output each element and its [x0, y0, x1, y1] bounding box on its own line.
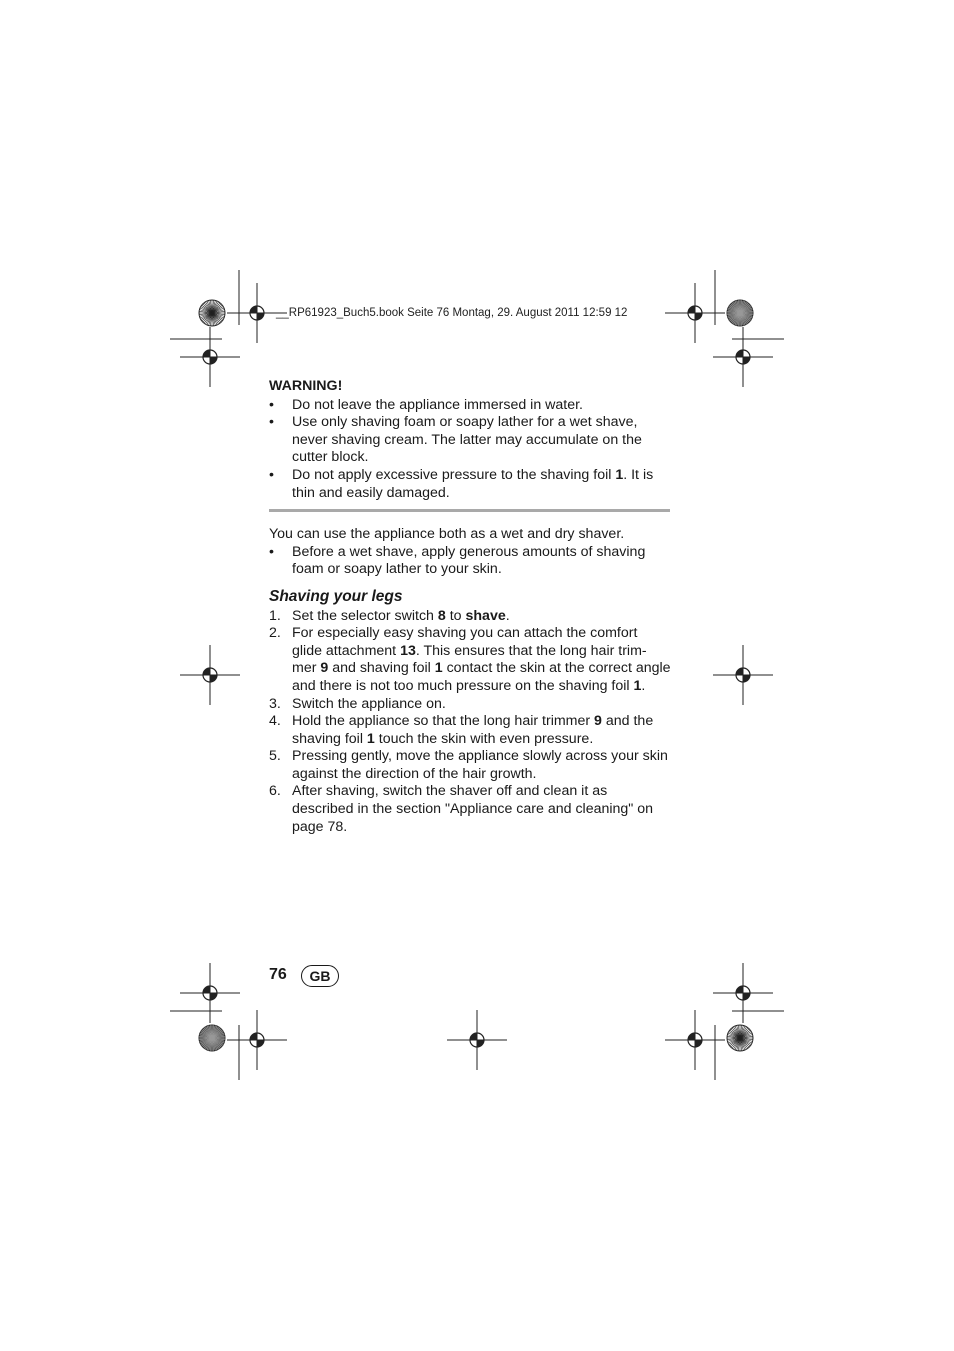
- page-number: 76: [269, 966, 287, 983]
- step-text: Switch the appliance on.: [292, 695, 446, 712]
- emphasized-text: 13: [400, 642, 416, 659]
- registration-target: [713, 327, 773, 387]
- steps-list: [269, 608, 671, 837]
- intro-bullet-text: Before a wet shave, apply generous amounts of shaving foam or soapy lather to your skin.: [292, 543, 646, 578]
- emphasized-text: shave: [465, 607, 506, 624]
- emphasized-text: 1: [434, 660, 443, 677]
- step-item: [269, 748, 671, 783]
- warning-item: [269, 467, 671, 502]
- step-number: 6.: [269, 783, 281, 800]
- print-file-info: __RP61923_Buch5.book Seite 76 Montag, 29. August 2011 12:59 12: [276, 307, 628, 319]
- step-item: [269, 783, 671, 836]
- warning-list: [269, 397, 671, 503]
- step-text: . This ensures that the long hair trim-mer: [292, 642, 647, 677]
- step-text: Set the selector switch: [292, 607, 438, 624]
- step-text: to: [445, 607, 466, 624]
- registration-target: [713, 963, 773, 1023]
- bullet-marker: •: [269, 466, 274, 483]
- step-item: [269, 625, 671, 695]
- warning-text: Do not apply excessive pressure to the shaving foil: [292, 466, 616, 483]
- registration-starburst: [727, 1025, 753, 1051]
- section-heading: Shaving your legs: [269, 587, 403, 605]
- bullet-marker: •: [269, 543, 274, 560]
- step-number: 1.: [269, 607, 281, 624]
- step-text: and shaving foil: [328, 660, 435, 677]
- warning-item: [269, 397, 671, 415]
- registration-target: [180, 645, 240, 705]
- warning-text: Use only shaving foam or soapy lather for a wet shave, never shaving cream. The latter may accumulate on the cutter block.: [292, 414, 642, 466]
- emphasized-text: 1: [633, 677, 642, 694]
- warning-heading: WARNING!: [269, 378, 343, 394]
- registration-starburst: [199, 300, 225, 326]
- step-text: After shaving, switch the shaver off and clean it as described in the section "Appliance care and cleaning" on page 78.: [292, 783, 654, 835]
- warning-text: Do not leave the appliance immersed in water.: [292, 396, 584, 413]
- step-text: touch the skin with even pressure.: [374, 730, 594, 747]
- registration-starburst: [199, 1025, 225, 1051]
- step-number: 4.: [269, 713, 281, 730]
- bullet-marker: •: [269, 414, 274, 431]
- emphasized-text: 8: [437, 607, 446, 624]
- step-text: Hold the appliance so that the long hair trimmer: [292, 713, 595, 730]
- emphasized-text: 1: [366, 730, 375, 747]
- step-number: 2.: [269, 625, 281, 642]
- reference-number: 1: [615, 466, 624, 483]
- warning-text: . It is thin and easily damaged.: [292, 466, 654, 501]
- step-number: 5.: [269, 748, 281, 765]
- intro-text: You can use the appliance both as a wet and dry shaver.: [269, 526, 625, 543]
- intro-bullet-item: [269, 544, 671, 579]
- registration-starburst: [727, 300, 753, 326]
- step-item: [269, 608, 671, 626]
- emphasized-text: 9: [594, 713, 602, 730]
- step-number: 3.: [269, 695, 281, 712]
- bullet-marker: •: [269, 396, 274, 413]
- registration-target: [447, 1010, 507, 1070]
- step-text: contact the skin at the correct angle and there is not too much pressure on the shaving foil: [292, 660, 671, 694]
- language-badge: GB: [301, 965, 339, 987]
- registration-target: [665, 283, 725, 343]
- step-text: For especially easy shaving you can attach the comfort glide attachment: [292, 625, 638, 659]
- registration-target: [665, 1010, 725, 1070]
- step-text: Pressing gently, move the appliance slowly across your skin against the direction of the hair growth.: [292, 748, 668, 782]
- step-text: .: [641, 677, 646, 694]
- registration-target: [713, 645, 773, 705]
- registration-target: [180, 327, 240, 387]
- warning-item: [269, 414, 671, 467]
- step-text: and the shaving foil: [292, 713, 654, 747]
- registration-target: [180, 963, 240, 1023]
- registration-target: [227, 1010, 287, 1070]
- emphasized-text: 9: [320, 660, 329, 677]
- step-item: [269, 713, 671, 748]
- step-item: [269, 696, 671, 714]
- step-text: .: [505, 607, 510, 624]
- section-divider: [269, 509, 670, 512]
- page-content: [269, 378, 671, 836]
